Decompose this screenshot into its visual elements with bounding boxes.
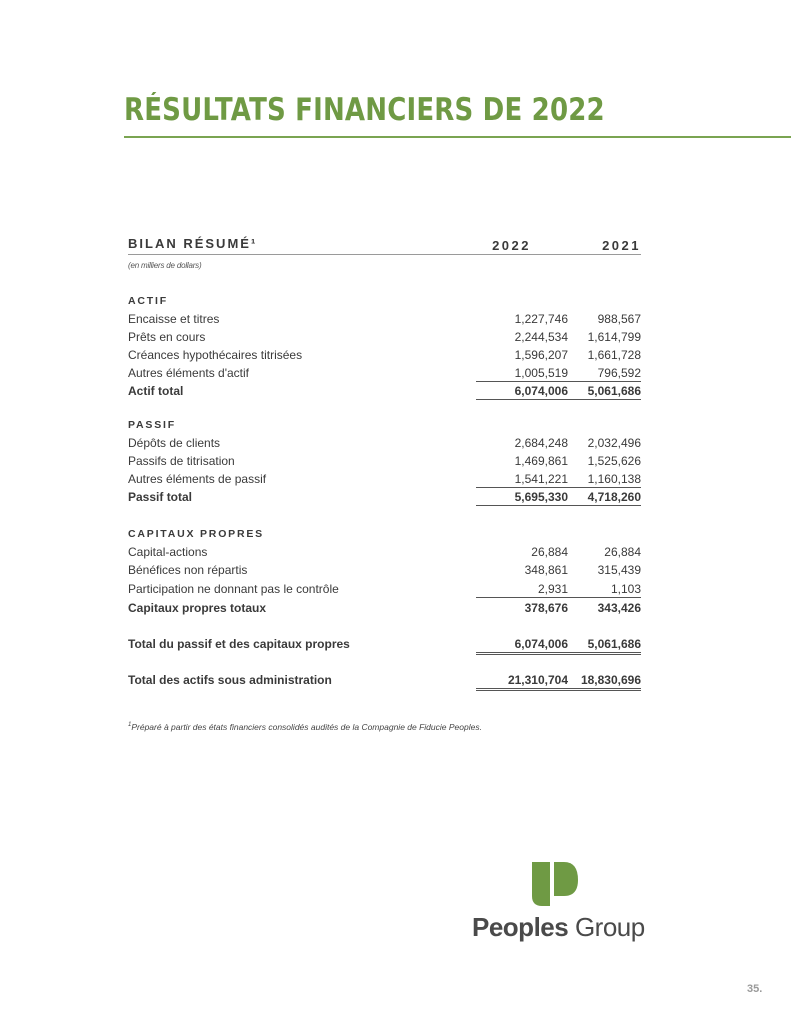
value-2021: 2,032,496 xyxy=(587,436,641,450)
year-2022-header: 2022 xyxy=(492,238,531,253)
row-label: Total des actifs sous administration xyxy=(128,673,332,687)
value-2022: 1,227,746 xyxy=(514,312,568,326)
table-row xyxy=(128,348,641,365)
value-2021: 1,661,728 xyxy=(587,348,641,362)
value-2021: 315,439 xyxy=(597,563,641,577)
row-label: Capitaux propres totaux xyxy=(128,601,267,615)
value-2022: 1,469,861 xyxy=(514,454,568,468)
value-2021: 1,614,799 xyxy=(587,330,641,344)
total-row-passif xyxy=(128,490,641,507)
value-2022: 1,596,207 xyxy=(514,348,568,362)
row-label: Autres éléments de passif xyxy=(128,472,267,486)
row-label: Créances hypothécaires titrisées xyxy=(128,348,303,362)
table-row xyxy=(128,563,641,580)
footnote-marker: 1 xyxy=(128,722,132,729)
row-label: Capital-actions xyxy=(128,545,208,559)
value-2022: 26,884 xyxy=(531,545,568,559)
value-2021: 5,061,686 xyxy=(549,637,641,655)
page-title: RÉSULTATS FINANCIERS DE 2022 xyxy=(124,92,605,128)
total-row-actif xyxy=(128,384,641,401)
value-2021: 1,160,138 xyxy=(549,472,641,488)
value-2021: 1,103 xyxy=(549,582,641,598)
logo-wordmark-bold: Peoples xyxy=(472,912,569,942)
value-2022: 6,074,006 xyxy=(476,637,568,655)
value-2022: 2,931 xyxy=(476,582,568,598)
table-row xyxy=(128,454,641,471)
peoples-group-logo xyxy=(472,860,644,942)
table-row xyxy=(128,472,641,489)
table-row xyxy=(128,582,641,599)
footnote xyxy=(128,722,482,732)
value-2022: 1,005,519 xyxy=(476,366,568,382)
value-2022: 1,541,221 xyxy=(476,472,568,488)
section-heading-capitaux: CAPITAUX PROPRES xyxy=(128,528,264,540)
section-heading-passif: PASSIF xyxy=(128,419,176,431)
value-2022: 2,244,534 xyxy=(514,330,568,344)
row-label: Actif total xyxy=(128,384,184,398)
logo-wordmark-regular: Group xyxy=(568,912,645,942)
value-2021: 18,830,696 xyxy=(549,673,641,691)
aum-total-row xyxy=(128,673,641,690)
value-2022: 21,310,704 xyxy=(476,673,568,691)
year-2021-header: 2021 xyxy=(602,238,641,253)
total-row-capitaux xyxy=(128,601,641,618)
value-2022: 378,676 xyxy=(524,601,568,615)
logo-wordmark xyxy=(472,912,645,943)
units-note: (en milliers de dollars) xyxy=(128,261,202,270)
value-2022: 2,684,248 xyxy=(514,436,568,450)
value-2022: 348,861 xyxy=(524,563,568,577)
value-2022: 5,695,330 xyxy=(476,490,568,506)
value-2021: 26,884 xyxy=(604,545,641,559)
table-row xyxy=(128,330,641,347)
row-label: Passif total xyxy=(128,490,193,504)
balance-sheet-header xyxy=(128,234,641,255)
row-label: Participation ne donnant pas le contrôle xyxy=(128,582,339,596)
row-label: Dépôts de clients xyxy=(128,436,221,450)
balance-sheet xyxy=(128,234,641,687)
table-row xyxy=(128,436,641,453)
table-row xyxy=(128,545,641,562)
table-row xyxy=(128,366,641,383)
row-label: Passifs de titrisation xyxy=(128,454,235,468)
value-2021: 4,718,260 xyxy=(549,490,641,506)
value-2021: 343,426 xyxy=(597,601,641,615)
table-row xyxy=(128,312,641,329)
row-label: Encaisse et titres xyxy=(128,312,220,326)
row-label: Autres éléments d'actif xyxy=(128,366,250,380)
row-label: Prêts en cours xyxy=(128,330,206,344)
value-2021: 988,567 xyxy=(597,312,641,326)
section-heading-actif: ACTIF xyxy=(128,295,168,307)
row-label: Bénéfices non répartis xyxy=(128,563,248,577)
value-2021: 5,061,686 xyxy=(549,384,641,400)
row-label: Total du passif et des capitaux propres xyxy=(128,637,350,651)
page-number: 35. xyxy=(747,983,763,995)
value-2022: 6,074,006 xyxy=(476,384,568,400)
value-2021: 796,592 xyxy=(549,366,641,382)
footnote-text: Préparé à partir des états financiers consolidés audités de la Compagnie de Fiducie Peoples. xyxy=(131,722,482,732)
grand-total-row xyxy=(128,637,641,654)
title-rule xyxy=(124,136,791,138)
value-2021: 1,525,626 xyxy=(587,454,641,468)
peoples-leaf-icon xyxy=(530,860,580,908)
balance-sheet-title: BILAN RÉSUMÉ¹ xyxy=(128,236,258,251)
